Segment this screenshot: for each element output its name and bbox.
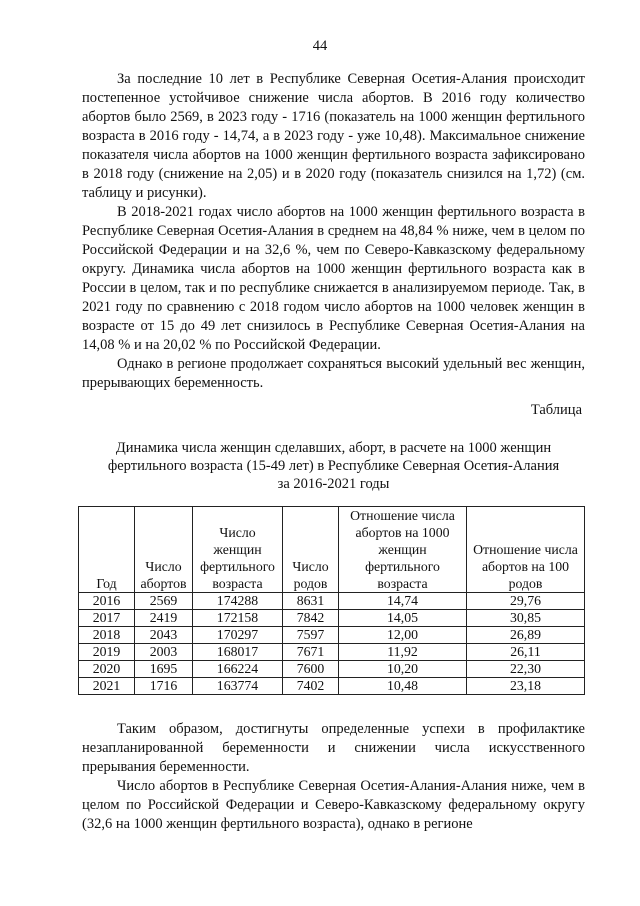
column-header-abortions: Число абортов [135, 507, 193, 593]
page-number: 44 [312, 38, 328, 54]
table-cell: 163774 [193, 678, 283, 695]
paragraph: Число абортов в Республике Северная Осетия-Алания-Алания ниже, чем в целом по Российской Федерации и Северо-Кавказскому федеральному округу (32,6 на 1000 женщин фертильного возраста), однако в регионе [82, 778, 585, 832]
paragraph: В 2018-2021 годах число абортов на 1000 женщин фертильного возраста в Республике Северная Осетия-Алания в среднем на 48,84 % ниже, чем в целом по Российской Федерации и на 32,6 %, чем по Северо-Кавказскому федеральному округу. Динамика числа абортов на 1000 женщин фертильного возраста как в России в целом, так и по республике снижается в анализируемом периоде. Так, в 2021 году по сравнению с 2018 годом число абортов на 1000 человек женщин в возрасте от 15 до 49 лет снизилось в Республике Северная Осетия-Алания на 14,08 % и на 20,02 % по Российской Федерации. [82, 204, 585, 353]
table-cell: 7600 [283, 661, 339, 678]
table-header-row [79, 507, 585, 593]
table-cell: 166224 [193, 661, 283, 678]
table-cell: 2018 [79, 627, 135, 644]
table-cell: 29,76 [467, 593, 585, 610]
table-caption-line: за 2016-2021 годы [277, 476, 390, 492]
table-row [79, 644, 585, 661]
table-cell: 168017 [193, 644, 283, 661]
table-row [79, 593, 585, 610]
table-cell: 12,00 [339, 627, 467, 644]
column-header-rate-per-100-births: Отношение числа абортов на 100 родов [467, 507, 585, 593]
table-cell: 2569 [135, 593, 193, 610]
table-row [79, 627, 585, 644]
table-cell: 2020 [79, 661, 135, 678]
table-cell: 14,05 [339, 610, 467, 627]
table-cell: 1716 [135, 678, 193, 695]
table-cell: 2003 [135, 644, 193, 661]
table-cell: 172158 [193, 610, 283, 627]
table-cell: 2016 [79, 593, 135, 610]
table-cell: 10,20 [339, 661, 467, 678]
column-header-rate-per-1000: Отношение числа абортов на 1000 женщин фертильного возраста [339, 507, 467, 593]
abortion-dynamics-table [78, 506, 585, 695]
table-cell: 23,18 [467, 678, 585, 695]
table-cell: 1695 [135, 661, 193, 678]
column-header-women: Число женщин фертильного возраста [193, 507, 283, 593]
table-cell: 14,74 [339, 593, 467, 610]
table-cell: 7597 [283, 627, 339, 644]
table-caption-line: фертильного возраста (15-49 лет) в Республике Северная Осетия-Алания [107, 458, 560, 474]
table-cell: 2021 [79, 678, 135, 695]
table-caption-line: Динамика числа женщин сделавших, аборт, в расчете на 1000 женщин [115, 440, 552, 456]
table-cell: 2043 [135, 627, 193, 644]
body-text-top [82, 70, 585, 393]
table-caption [82, 439, 585, 493]
table-cell: 22,30 [467, 661, 585, 678]
table-row [79, 610, 585, 627]
table-cell: 26,89 [467, 627, 585, 644]
paragraph: Таким образом, достигнуты определенные успехи в профилактике незапланированной беременности и снижении числа искусственного прерывания беременности. [82, 721, 585, 775]
column-header-year: Год [79, 507, 135, 593]
table-label: Таблица [530, 402, 582, 418]
table-cell: 11,92 [339, 644, 467, 661]
table-cell: 7842 [283, 610, 339, 627]
paragraph: За последние 10 лет в Республике Северная Осетия-Алания происходит постепенное устойчивое снижение числа абортов. В 2016 году количество абортов было 2569, в 2023 году - 1716 (показатель на 1000 женщин фертильного возраста в 2016 году - 14,74, а в 2023 году - уже 10,48). Максимальное снижение показателя числа абортов на 1000 женщин фертильного возраста зафиксировано в 2018 году (снижение на 2,05) и в 2020 году (показатель снизился на 1,72) (см. таблицу и рисунки). [82, 71, 585, 201]
table-cell: 7671 [283, 644, 339, 661]
paragraph: Однако в регионе продолжает сохраняться высокий удельный вес женщин, прерывающих беременность. [82, 356, 585, 391]
table-cell: 30,85 [467, 610, 585, 627]
table-cell: 174288 [193, 593, 283, 610]
table-cell: 2019 [79, 644, 135, 661]
table-cell: 7402 [283, 678, 339, 695]
table-row [79, 661, 585, 678]
column-header-births: Число родов [283, 507, 339, 593]
table-cell: 2017 [79, 610, 135, 627]
table-cell: 170297 [193, 627, 283, 644]
table-cell: 8631 [283, 593, 339, 610]
table-row [79, 678, 585, 695]
table-cell: 10,48 [339, 678, 467, 695]
table-cell: 2419 [135, 610, 193, 627]
body-text-bottom [82, 720, 585, 834]
table-cell: 26,11 [467, 644, 585, 661]
